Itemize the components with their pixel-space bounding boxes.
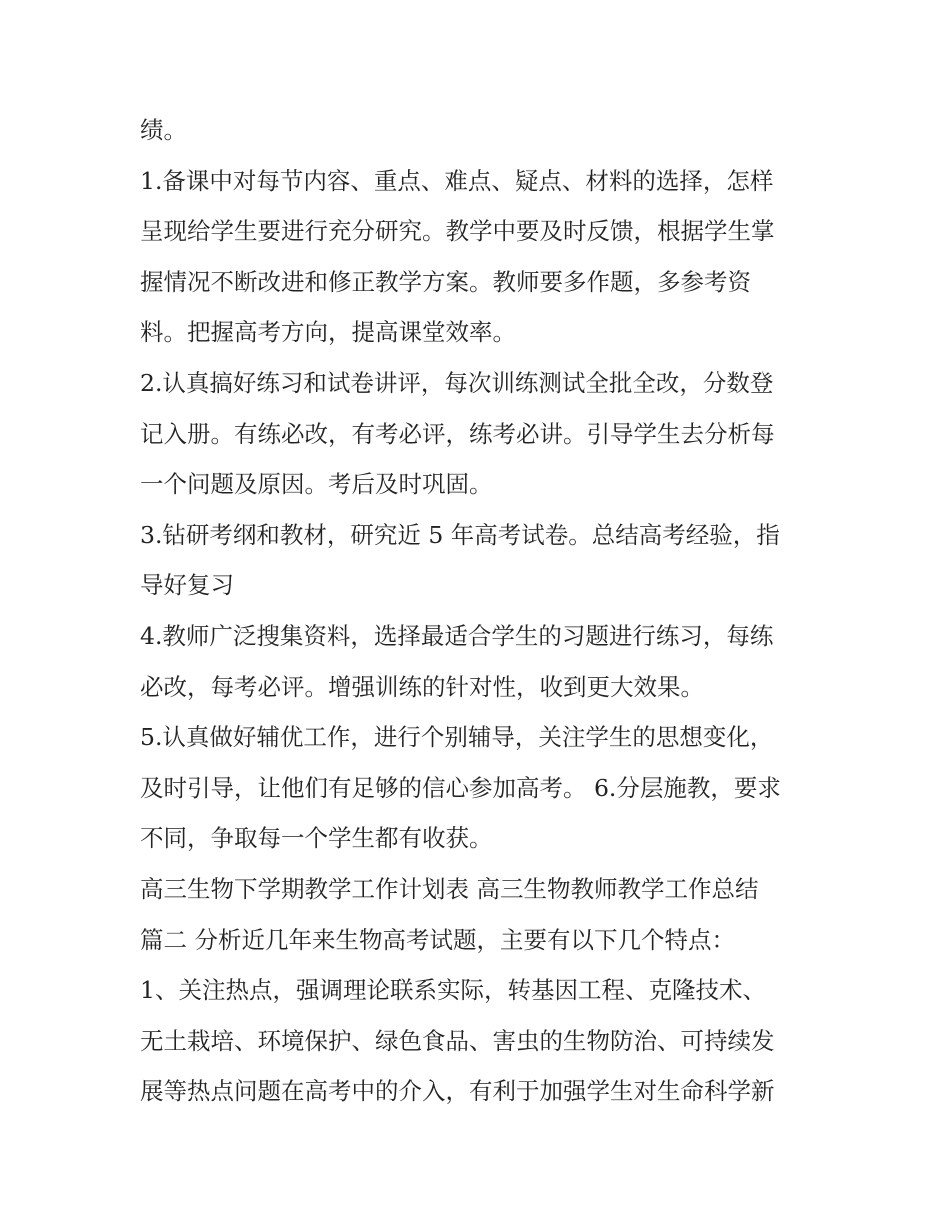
text-line: 呈现给学生要进行充分研究。教学中要及时反馈，根据学生掌 <box>140 217 775 246</box>
text-line: 一个问题及原因。考后及时巩固。 <box>140 470 493 499</box>
text-line: 5.认真做好辅优工作，进行个别辅导，关注学生的思想变化， <box>140 723 774 752</box>
text-line: 握情况不断改进和修正教学方案。教师要多作题，多参考资 <box>140 267 751 296</box>
text-line: 高三生物下学期教学工作计划表 高三生物教师教学工作总结 <box>140 874 759 903</box>
text-line: 必改，每考必评。增强训练的针对性，收到更大效果。 <box>140 672 704 701</box>
text-line: 展等热点问题在高考中的介入，有利于加强学生对生命科学新 <box>140 1077 775 1106</box>
text-line: 料。把握高考方向，提高课堂效率。 <box>140 318 516 347</box>
text-line: 记入册。有练必改，有考必评，练考必讲。引导学生去分析每 <box>140 419 775 448</box>
text-line: 无土栽培、环境保护、绿色食品、害虫的生物防治、可持续发 <box>140 1026 775 1055</box>
document-body <box>140 105 820 1117</box>
text-line: 篇二 分析近几年来生物高考试题，主要有以下几个特点： <box>140 925 735 954</box>
text-line: 3.钻研考纲和教材，研究近 5 年高考试卷。总结高考经验，指 <box>140 520 780 549</box>
text-line: 绩。 <box>140 116 187 144</box>
text-line: 1.备课中对每节内容、重点、难点、疑点、材料的选择，怎样 <box>140 166 774 195</box>
text-line: 1、关注热点，强调理论联系实际，转基因工程、克隆技术、 <box>140 976 766 1005</box>
text-line: 及时引导，让他们有足够的信心参加高考。 6.分层施教，要求 <box>140 773 781 802</box>
text-line: 导好复习 <box>140 571 234 600</box>
text-line: 不同，争取每一个学生都有收获。 <box>140 824 493 853</box>
text-line: 2.认真搞好练习和试卷讲评，每次训练测试全批全改，分数登 <box>140 368 774 397</box>
text-line: 4.教师广泛搜集资料，选择最适合学生的习题进行练习，每练 <box>140 621 774 650</box>
